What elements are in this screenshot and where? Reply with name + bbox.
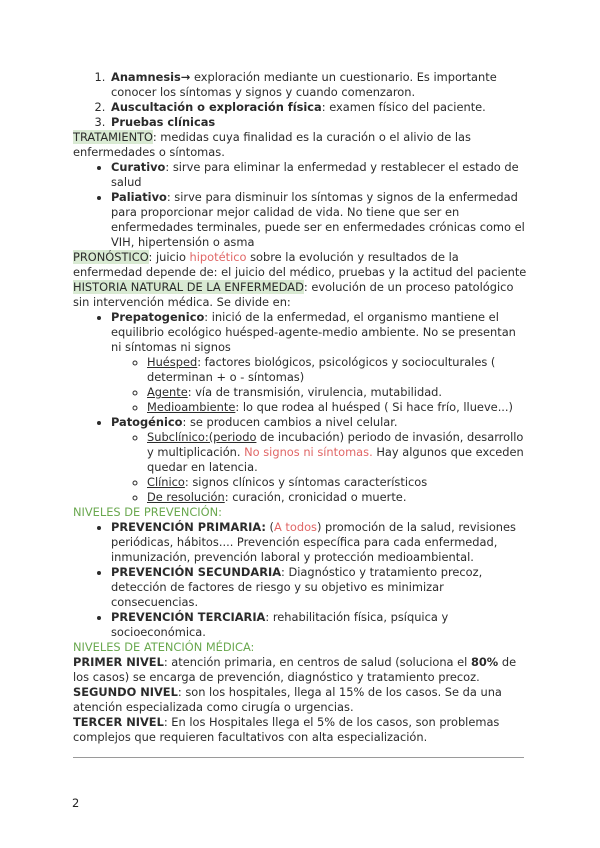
- item-term: Pruebas clínicas: [111, 115, 216, 129]
- item-text: : se producen cambios a nivel celular.: [182, 415, 398, 429]
- list-item: [147, 490, 528, 505]
- item-term: Medioambiente: [147, 400, 236, 414]
- item-term: Huésped: [147, 355, 198, 369]
- page-number: 2: [72, 796, 80, 810]
- pronostico-paragraph: [73, 250, 528, 280]
- pronostico-text: : juicio: [148, 250, 190, 264]
- tratamiento-list: [73, 160, 528, 250]
- tratamiento-paragraph: [73, 130, 528, 160]
- prevencion-heading: NIVELES DE PREVENCIÓN:: [73, 505, 222, 519]
- historia-list: [73, 310, 528, 505]
- item-text: : sirve para disminuir los síntomas y signos de la enfermedad para proporcionar mejor calidad de vida. No tiene que ser en enfermedades terminales, puede ser en enfermedades crónicas como el VIH, hipertensión o asma: [111, 190, 525, 249]
- primer-nivel-paragraph: [73, 655, 528, 685]
- item-text: exploración mediante un cuestionario. Es importante conocer los síntomas y signos y cuando comenzaron.: [111, 70, 497, 99]
- segundo-nivel-paragraph: [73, 685, 528, 715]
- patogenico-sublist: [111, 430, 528, 505]
- item-term: Auscultación o exploración física: [111, 100, 322, 114]
- footer-divider: [73, 757, 524, 758]
- item-text: (: [265, 520, 274, 534]
- item-text: de los casos) se encarga de prevención, diagnóstico y tratamiento precoz.: [73, 655, 517, 684]
- list-item: [111, 190, 528, 250]
- list-item: [109, 70, 528, 100]
- item-highlight: A todos: [274, 520, 317, 534]
- item-term: Agente: [147, 385, 188, 399]
- item-highlight: No signos ni síntomas.: [244, 445, 373, 459]
- historia-paragraph: [73, 280, 528, 310]
- item-term: Patogénico: [111, 415, 183, 429]
- item-text: : factores biológicos, psicológicos y socioculturales ( determinan + o - síntomas): [147, 355, 496, 384]
- list-item: [147, 430, 528, 475]
- item-text: : Diagnóstico y tratamiento precoz, detección de factores de riesgo y su objetivo es minimizar consecuencias.: [111, 565, 483, 609]
- list-item: [111, 520, 528, 565]
- list-item: [147, 400, 528, 415]
- list-item: [111, 610, 528, 640]
- item-term: Subclínico:(periodo: [147, 430, 257, 444]
- item-term: Paliativo: [111, 190, 167, 204]
- historia-text: : evolución de un proceso patológico sin intervención médica. Se divide en:: [73, 280, 514, 309]
- pronostico-text: sobre la evolución y resultados de la enfermedad depende de: el juicio del médico, pruebas y la actitud del paciente: [73, 250, 527, 279]
- item-term: PREVENCIÓN TERCIARIA: [111, 610, 266, 624]
- item-percentage: 80%: [470, 655, 499, 669]
- tratamiento-heading: TRATAMIENTO: [73, 130, 153, 144]
- item-term: Clínico: [147, 475, 185, 489]
- item-text: : vía de transmisión, virulencia, mutabilidad.: [187, 385, 443, 399]
- atencion-heading: NIVELES DE ATENCIÓN MÉDICA:: [73, 640, 255, 654]
- intro-list: [73, 70, 528, 130]
- list-item: [111, 565, 528, 610]
- item-text: de incubación) periodo de invasión, desarrollo y multiplicación.: [147, 430, 524, 459]
- item-text: : examen físico del paciente.: [321, 100, 486, 114]
- pronostico-highlight: hipotético: [189, 250, 247, 264]
- item-term: PREVENCIÓN PRIMARIA:: [111, 520, 266, 534]
- item-text: : son los hospitales, llega al 15% de los casos. Se da una atención especializada como cirugía o urgencias.: [73, 685, 502, 714]
- historia-heading: HISTORIA NATURAL DE LA ENFERMEDAD: [73, 280, 304, 294]
- item-term: TERCER NIVEL: [73, 715, 164, 729]
- item-text: Hay algunos que exceden quedar en latencia.: [147, 445, 524, 474]
- list-item: [111, 310, 528, 415]
- item-term: Curativo: [111, 160, 166, 174]
- document-body: [73, 70, 528, 745]
- item-text: : sirve para eliminar la enfermedad y restablecer el estado de salud: [111, 160, 519, 189]
- list-item: [147, 385, 528, 400]
- item-term: PRIMER NIVEL: [73, 655, 164, 669]
- item-term: Prepatogenico: [111, 310, 205, 324]
- tratamiento-text: : medidas cuya finalidad es la curación o el alivio de las enfermedades o síntomas.: [73, 130, 471, 159]
- list-item: [109, 100, 528, 115]
- pronostico-heading: PRONÓSTICO: [73, 250, 149, 264]
- item-text: : rehabilitación física, psíquica y socioeconómica.: [111, 610, 449, 639]
- tercer-nivel-paragraph: [73, 715, 528, 745]
- item-term: SEGUNDO NIVEL: [73, 685, 178, 699]
- item-term: PREVENCIÓN SECUNDARIA: [111, 565, 282, 579]
- item-text: : lo que rodea al huésped ( Si hace frío, llueve...): [235, 400, 513, 414]
- list-item: [111, 160, 528, 190]
- prepatogenico-sublist: [111, 355, 528, 415]
- prevencion-list: [73, 520, 528, 640]
- item-term: De resolución: [147, 490, 225, 504]
- item-text: : signos clínicos y síntomas característicos: [184, 475, 428, 489]
- list-item: [147, 355, 528, 385]
- item-text: ) promoción de la salud, revisiones periódicas, hábitos.... Prevención específica para cada enfermedad, inmunización, prevención laboral y protección medioambiental.: [111, 520, 516, 564]
- item-text: : inició de la enfermedad, el organismo mantiene el equilibrio ecológico huésped-agente-medio ambiente. No se presentan ni síntomas ni signos: [111, 310, 516, 354]
- list-item: [109, 115, 528, 130]
- item-text: : atención primaria, en centros de salud (soluciona el: [163, 655, 471, 669]
- list-item: [111, 415, 528, 505]
- item-text: : En los Hospitales llega el 5% de los casos, son problemas complejos que requieren facultativos con alta especialización.: [73, 715, 500, 744]
- list-item: [147, 475, 528, 490]
- item-text: : curación, cronicidad o muerte.: [224, 490, 407, 504]
- item-term: Anamnesis→: [111, 70, 191, 84]
